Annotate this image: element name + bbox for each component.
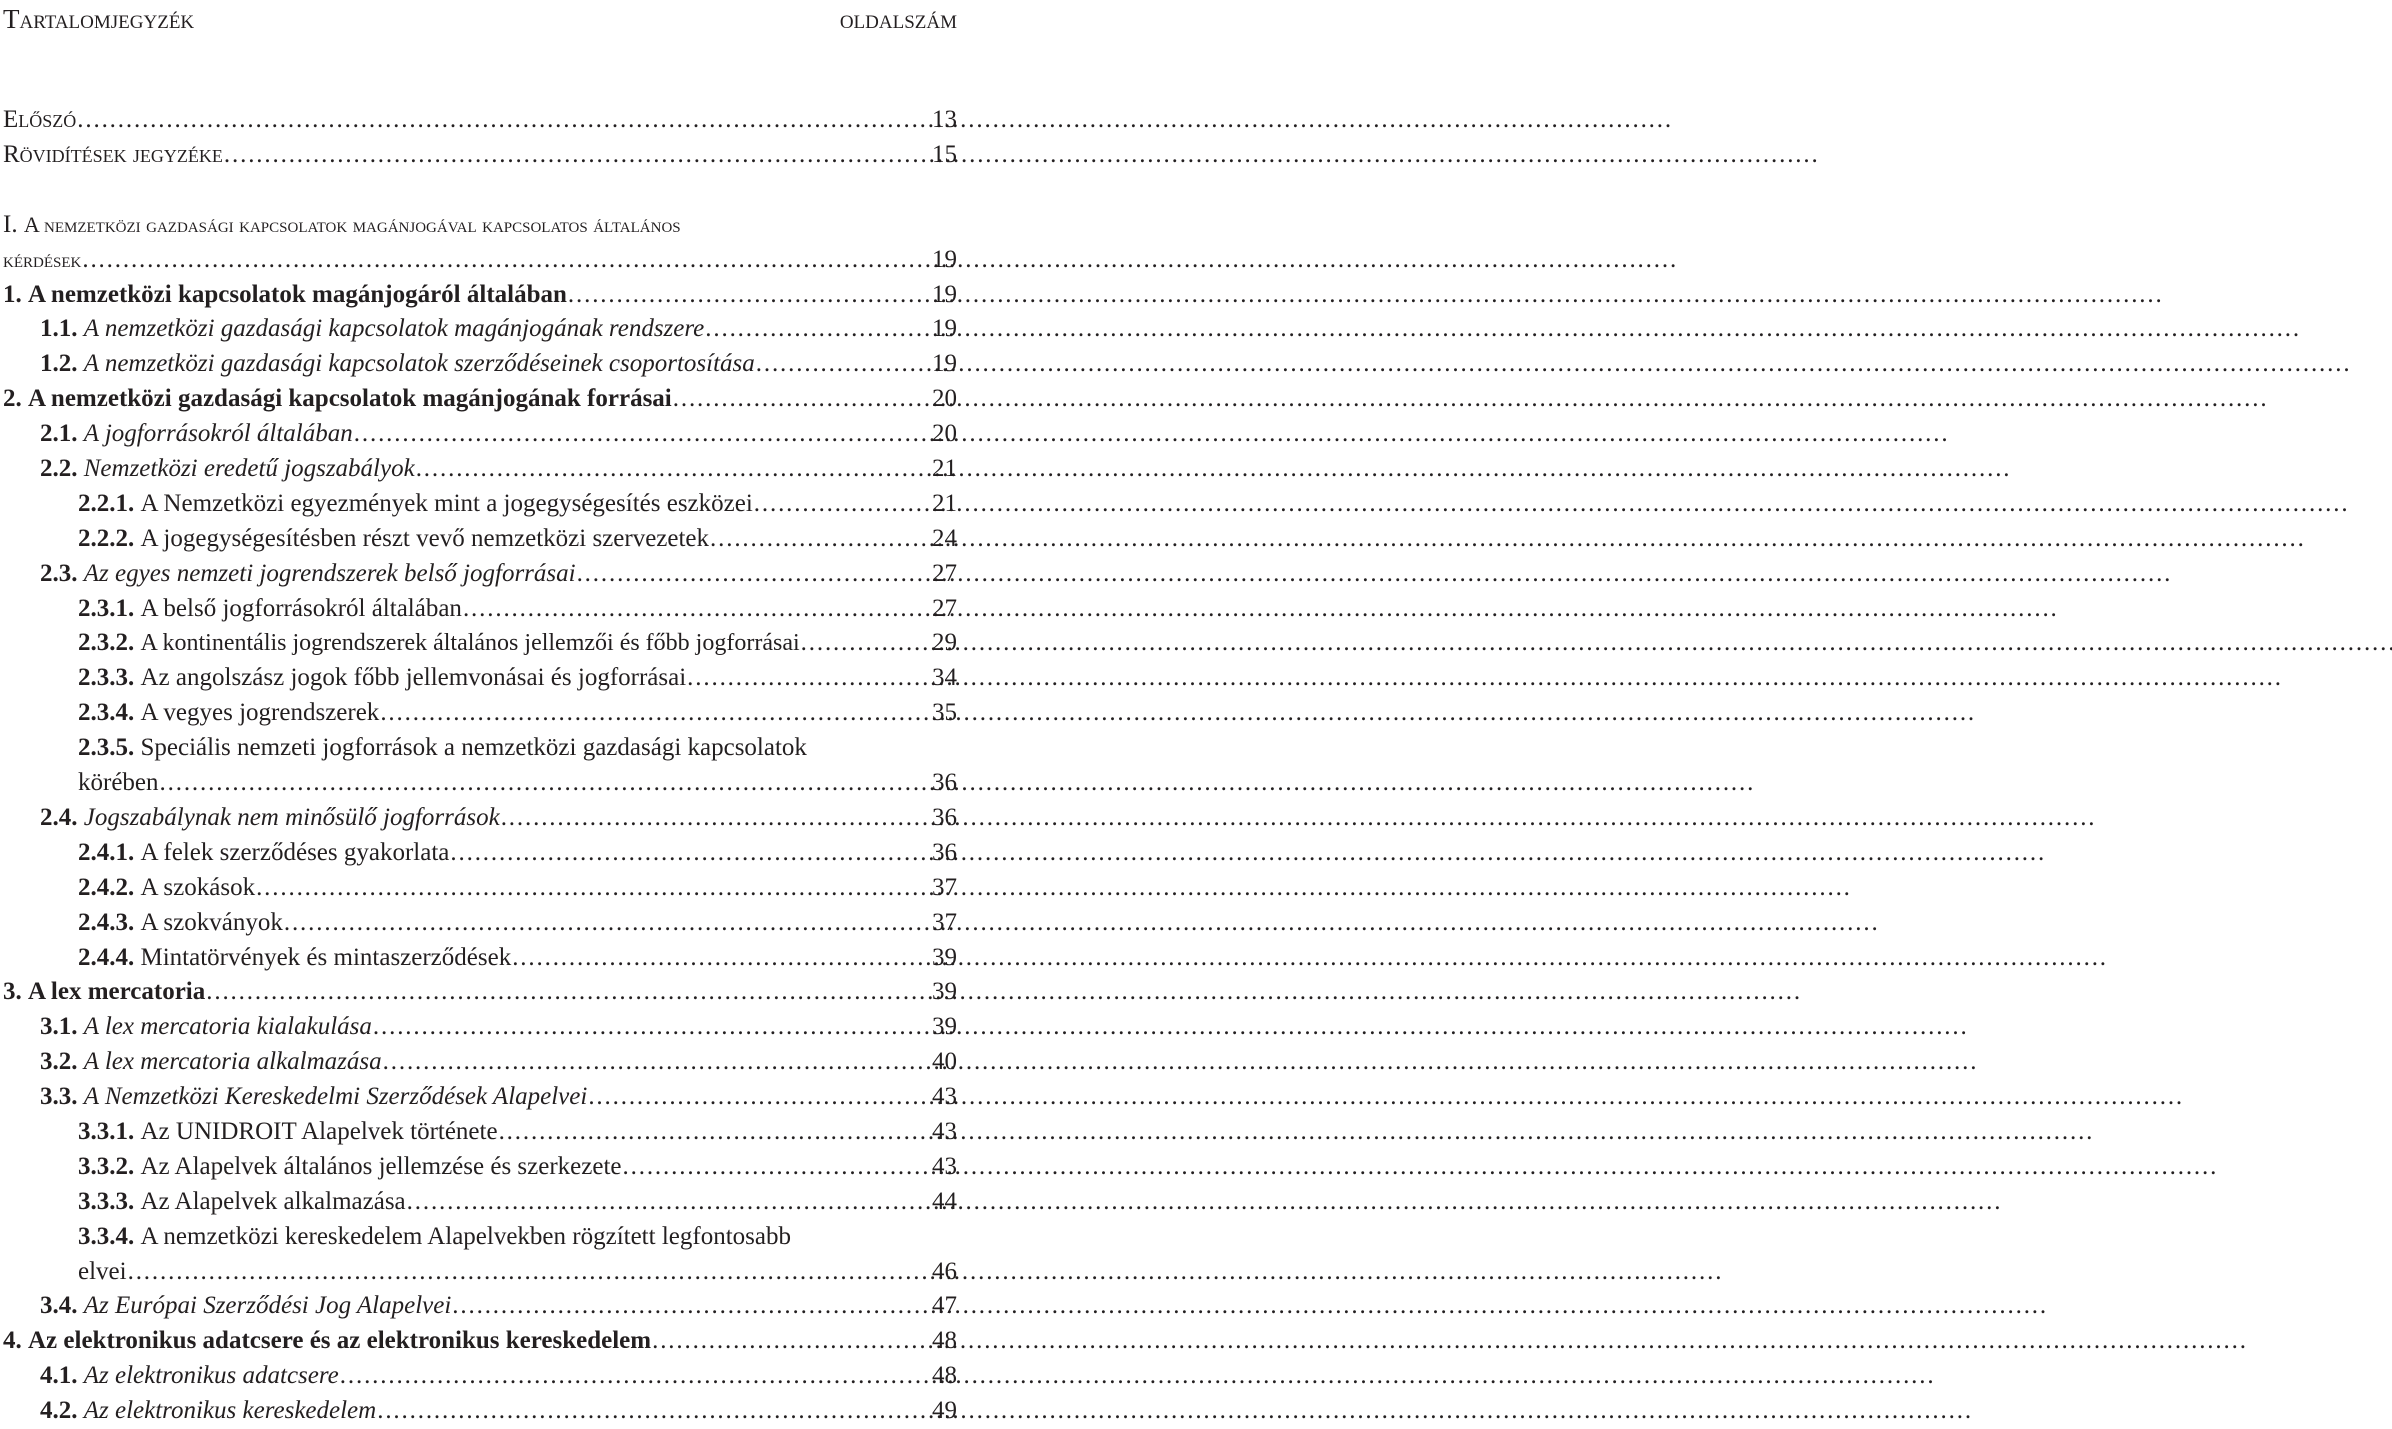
dot-leader — [224, 138, 931, 173]
toc-entry-title: Az angolszász jogok főbb jellemvonásai és jogforrásai — [140, 664, 687, 692]
toc-entry-number: 1.2. — [40, 350, 84, 378]
toc-entry-4-1[interactable] — [3, 1359, 957, 1394]
toc-entry-title: A nemzetközi gazdasági kapcsolatok magánjogának rendszere — [83, 315, 705, 343]
toc-entry-number: 3.2. — [40, 1048, 84, 1076]
dot-leader — [801, 626, 931, 661]
toc-entry-2-2[interactable] — [3, 452, 957, 487]
dot-leader — [160, 766, 931, 801]
toc-entry-1-2[interactable] — [3, 347, 957, 382]
toc-entry-title: A nemzetközi kereskedelem Alapelvekben rögzített legfontosabb — [140, 1222, 791, 1250]
toc-entry-page: 46 — [932, 1257, 957, 1285]
toc-entry-page: 48 — [932, 1362, 957, 1390]
toc-entry-3-4[interactable] — [3, 1289, 957, 1324]
dot-leader — [754, 487, 931, 522]
toc-entry-number: 4.1. — [40, 1362, 84, 1390]
toc-entry-title: A szokások — [140, 873, 256, 901]
toc-entry-page: 48 — [932, 1327, 957, 1355]
toc-entry-number: 2.1. — [40, 420, 84, 448]
toc-entry-number: 3.3. — [40, 1083, 84, 1111]
toc-entry-title: A nemzetközi gazdasági kapcsolatok magánjogának forrásai — [28, 385, 672, 413]
toc-entry-4-2[interactable] — [3, 1394, 957, 1429]
toc-entry-number: 2.3. — [40, 559, 84, 587]
toc-entry-page: 37 — [932, 873, 957, 901]
toc-entry-title: Mintatörvények és mintaszerződések — [140, 943, 512, 971]
toc-entry-page: 15 — [932, 140, 957, 168]
toc-entry-page: 40 — [932, 1048, 957, 1076]
dot-leader — [82, 243, 931, 278]
toc-entry-3-2[interactable] — [3, 1045, 957, 1080]
dot-leader — [588, 1080, 931, 1115]
toc-entry-page: 36 — [932, 769, 957, 797]
toc-entry-page: 47 — [932, 1292, 957, 1320]
toc-entry-title: Előszó — [3, 106, 77, 133]
toc-entry-2-3[interactable] — [3, 557, 957, 592]
dot-leader — [373, 1010, 931, 1045]
toc-entry-page: 49 — [932, 1397, 957, 1425]
toc-entry-number: 2.4.3. — [78, 908, 141, 936]
toc-entry-title: A nemzetközi kapcsolatok magánjogáról általában — [28, 280, 567, 308]
toc-entry-number: 3.3.1. — [78, 1117, 141, 1145]
toc-entry-number: 2.2.2. — [78, 524, 141, 552]
toc-entry-number: 3.3.3. — [78, 1187, 141, 1215]
toc-entry-title-continued: körében — [78, 769, 159, 797]
toc-entry-page: 35 — [932, 699, 957, 727]
dot-leader — [710, 522, 931, 557]
dot-leader — [673, 382, 931, 417]
toc-entry-2-3-3[interactable] — [3, 661, 957, 696]
toc-entry-4[interactable] — [3, 1324, 957, 1359]
toc-entry-page: 36 — [932, 838, 957, 866]
toc-entry-page: 44 — [932, 1187, 957, 1215]
toc-entry-title: Az Alapelvek alkalmazása — [140, 1187, 406, 1215]
toc-entry-number: I. — [3, 210, 24, 238]
toc-entry-2-4-4[interactable] — [3, 941, 957, 976]
toc-entry-3[interactable] — [3, 975, 957, 1010]
toc-entry-number: 2.3.3. — [78, 664, 141, 692]
toc-entry-1-1[interactable] — [3, 312, 957, 347]
toc-entry-title: A lex mercatoria — [28, 978, 206, 1006]
toc-entry-title: Az Alapelvek általános jellemzése és szerkezete — [140, 1152, 622, 1180]
toc-entry-title: Jogszabálynak nem minősülő jogforrások — [83, 803, 500, 831]
toc-entry-title: Speciális nemzeti jogforrások a nemzetközi gazdasági kapcsolatok — [140, 734, 807, 762]
toc-entry-3-3-2[interactable] — [3, 1150, 957, 1185]
toc-entry-2-4-2[interactable] — [3, 871, 957, 906]
toc-entry-number: 4.2. — [40, 1397, 84, 1425]
toc-entry-3-3-3[interactable] — [3, 1185, 957, 1220]
toc-entry-title: A lex mercatoria alkalmazása — [83, 1048, 382, 1076]
toc-entry-2-3-1[interactable] — [3, 592, 957, 627]
dot-leader — [377, 1394, 931, 1429]
toc-entry-page: 24 — [932, 524, 957, 552]
toc-entry-page: 19 — [932, 350, 957, 378]
dot-leader — [354, 417, 931, 452]
toc-entry-eloszo[interactable] — [3, 103, 957, 138]
toc-entry-title: A Nemzetközi egyezmények mint a jogegységesítés eszközei — [140, 489, 753, 517]
dot-leader — [77, 103, 931, 138]
dot-leader — [463, 592, 931, 627]
toc-entry-number: 2.4.2. — [78, 873, 141, 901]
toc-entry-number: 1. — [3, 280, 28, 308]
toc-entry-title: Az elektronikus adatcsere és az elektronikus kereskedelem — [28, 1327, 652, 1355]
dot-leader — [652, 1324, 931, 1359]
toc-entry-title: A szokványok — [140, 908, 283, 936]
dot-leader — [501, 801, 931, 836]
toc-entry-title: A nemzetközi gazdasági kapcsolatok szerződéseinek csoportosítása — [83, 350, 755, 378]
dot-leader — [577, 557, 931, 592]
toc-entry-number: 2.4. — [40, 803, 84, 831]
toc-entry-2-4[interactable] — [3, 801, 957, 836]
toc-entry-page: 39 — [932, 978, 957, 1006]
dot-leader — [383, 1045, 931, 1080]
toc-entry-number: 2.2.1. — [78, 489, 141, 517]
toc-entry-page: 13 — [932, 106, 957, 133]
toc-entry-page: 27 — [932, 559, 957, 587]
toc-entry-1[interactable] — [3, 278, 957, 313]
toc-entry-2-4-3[interactable] — [3, 906, 957, 941]
toc-entry-number: 3.3.2. — [78, 1152, 141, 1180]
toc-entry-number: 2.3.2. — [78, 629, 141, 657]
toc-entry-number: 3. — [3, 978, 28, 1006]
toc-entry-page: 21 — [932, 489, 957, 517]
dot-leader — [340, 1359, 931, 1394]
toc-entry-number: 3.1. — [40, 1013, 84, 1041]
toc-entry-number: 2.3.1. — [78, 594, 141, 622]
toc-entry-title-continued: elvei — [78, 1257, 127, 1285]
toc-entry-page: 37 — [932, 908, 957, 936]
toc-entry-roviditesek[interactable] — [3, 138, 957, 173]
dot-leader — [512, 941, 931, 976]
toc-entry-title: Az UNIDROIT Alapelvek története — [140, 1117, 498, 1145]
toc-entry-page: 20 — [932, 420, 957, 448]
toc-entry-title: A vegyes jogrendszerek — [140, 699, 380, 727]
dot-leader — [687, 661, 931, 696]
toc-entry-title: Rövidítések jegyzéke — [3, 140, 223, 168]
toc-entry-page: 20 — [932, 385, 957, 413]
toc-entry-title: A jogegységesítésben részt vevő nemzetközi szervezetek — [140, 524, 710, 552]
toc-entry-number: 3.4. — [40, 1292, 84, 1320]
toc-entry-2-3-4[interactable] — [3, 696, 957, 731]
toc-entry-title: Az elektronikus adatcsere — [83, 1362, 339, 1390]
toc-entry-page: 39 — [932, 1013, 957, 1041]
toc-entry-title-continued: kérdések — [3, 246, 82, 272]
dot-leader — [407, 1185, 931, 1220]
toc-entry-page: 34 — [932, 664, 957, 692]
toc-entry-number: 2.3.5. — [78, 734, 141, 762]
toc-entry-number: 1.1. — [40, 315, 84, 343]
dot-leader — [450, 836, 931, 871]
dot-leader — [128, 1255, 931, 1290]
toc-entry-number: 2. — [3, 385, 28, 413]
dot-leader — [499, 1115, 931, 1150]
toc-entry-2-2-2[interactable] — [3, 522, 957, 557]
dot-leader — [623, 1150, 931, 1185]
toc-entry-title: Az Európai Szerződési Jog Alapelvei — [83, 1292, 452, 1320]
dot-leader — [284, 906, 931, 941]
page-number-column-label: oldalszám — [839, 4, 957, 34]
toc-entry-page: 43 — [932, 1152, 957, 1180]
toc-entry-number: 4. — [3, 1327, 28, 1355]
toc-entry-title: A kontinentális jogrendszerek általános jellemzői és főbb jogforrásai — [140, 630, 800, 657]
toc-entry-3-3-4[interactable] — [3, 1220, 957, 1255]
toc-entry-number: 2.2. — [40, 455, 84, 483]
toc-entry-page: 39 — [932, 943, 957, 971]
toc-entry-2[interactable] — [3, 382, 957, 417]
toc-entry-title: A nemzetközi gazdasági kapcsolatok magánjogával kapcsolatos általános — [23, 211, 681, 237]
dot-leader — [206, 975, 931, 1010]
dot-leader — [452, 1289, 931, 1324]
toc-entry-title: A jogforrásokról általában — [83, 420, 353, 448]
toc-entry-page: 27 — [932, 594, 957, 622]
table-of-contents — [3, 103, 957, 1429]
dot-leader — [380, 696, 931, 731]
dot-leader — [705, 312, 931, 347]
toc-entry-page: 19 — [932, 280, 957, 308]
toc-entry-2-1[interactable] — [3, 417, 957, 452]
dot-leader — [568, 278, 931, 313]
toc-entry-title: A belső jogforrásokról általában — [140, 594, 462, 622]
toc-entry-title: A felek szerződéses gyakorlata — [140, 838, 450, 866]
toc-entry-number: 2.4.4. — [78, 943, 141, 971]
toc-entry-page: 43 — [932, 1117, 957, 1145]
toc-entry-chapter-1-continued[interactable] — [3, 243, 957, 278]
toc-entry-title: Az elektronikus kereskedelem — [83, 1397, 377, 1425]
toc-entry-2-4-1[interactable] — [3, 836, 957, 871]
toc-entry-2-3-5-continued[interactable] — [3, 766, 957, 801]
dot-leader — [256, 871, 931, 906]
dot-leader — [756, 347, 931, 382]
toc-entry-title: Az egyes nemzeti jogrendszerek belső jogforrásai — [83, 559, 576, 587]
toc-entry-2-3-5[interactable] — [3, 731, 957, 766]
toc-entry-2-2-1[interactable] — [3, 487, 957, 522]
toc-entry-page: 21 — [932, 455, 957, 483]
toc-entry-chapter-1[interactable] — [3, 208, 957, 243]
toc-entry-page: 19 — [932, 315, 957, 343]
toc-entry-2-3-2[interactable] — [3, 626, 957, 661]
toc-entry-3-1[interactable] — [3, 1010, 957, 1045]
toc-header — [3, 2, 957, 36]
toc-entry-3-3-4-continued[interactable] — [3, 1255, 957, 1290]
toc-entry-page: 29 — [932, 629, 957, 657]
page-title: Tartalomjegyzék — [3, 4, 195, 34]
toc-entry-page: 19 — [932, 245, 957, 273]
toc-entry-page: 36 — [932, 803, 957, 831]
toc-entry-3-3-1[interactable] — [3, 1115, 957, 1150]
toc-entry-page: 43 — [932, 1083, 957, 1111]
toc-entry-number: 2.3.4. — [78, 699, 141, 727]
toc-entry-title: A Nemzetközi Kereskedelmi Szerződések Alapelvei — [83, 1083, 588, 1111]
toc-entry-number: 3.3.4. — [78, 1222, 141, 1250]
dot-leader — [416, 452, 931, 487]
toc-entry-title: Nemzetközi eredetű jogszabályok — [83, 455, 415, 483]
toc-entry-number: 2.4.1. — [78, 838, 141, 866]
toc-entry-3-3[interactable] — [3, 1080, 957, 1115]
toc-entry-title: A lex mercatoria kialakulása — [83, 1013, 372, 1041]
